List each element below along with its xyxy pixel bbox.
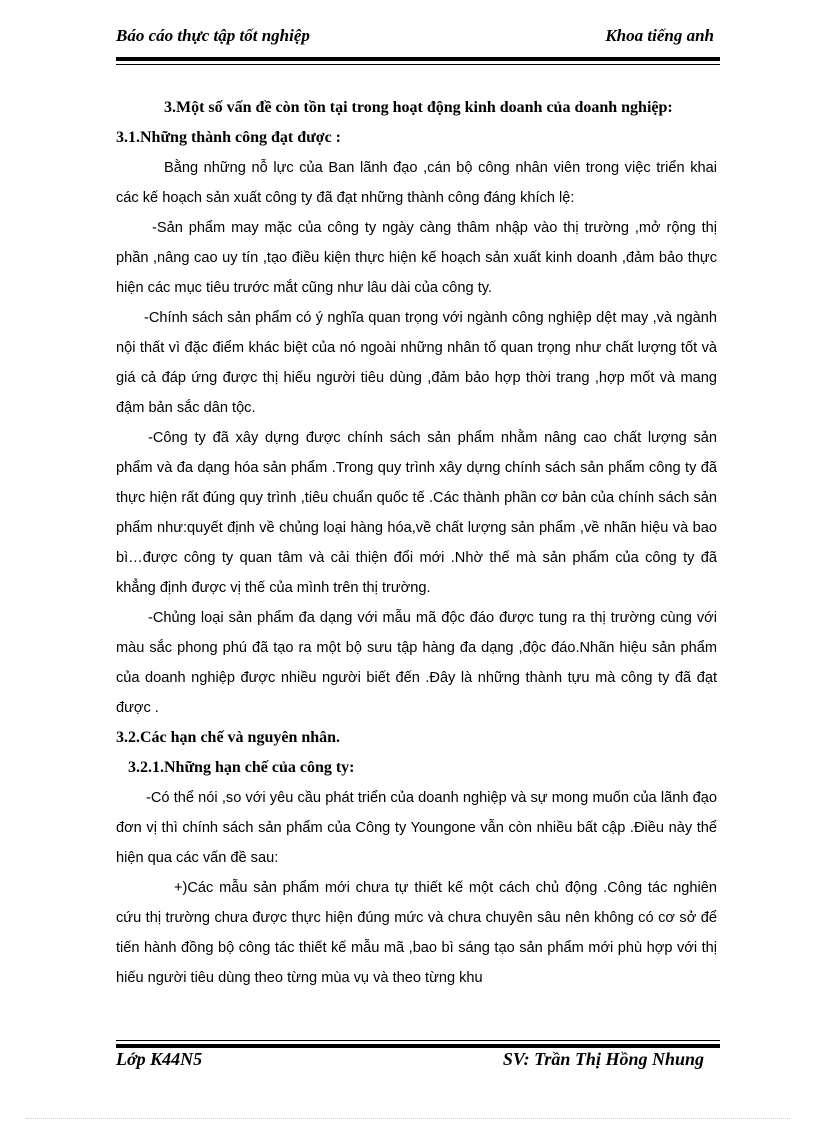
page-footer: [116, 1049, 720, 1073]
header-rule: [116, 57, 720, 65]
paragraph: +)Các mẫu sản phẩm mới chưa tự thiết kế một cách chủ động .Công tác nghiên cứu thị trường chưa được thực hiện đúng mức và chưa chuyên sâu nên không có cơ sở để tiến hành đồng bộ công tác thiết kế mẫu mã ,bao bì sáng tạo sản phẩm mới phù hợp với thị hiếu người tiêu dùng theo từng mùa vụ và theo từng khu: [116, 880, 717, 986]
footer-student: SV: Trần Thị Hồng Nhung: [502, 1049, 704, 1069]
paragraph: -Công ty đã xây dựng được chính sách sản phẩm nhằm nâng cao chất lượng sản phẩm và đa dạng hóa sản phẩm .Trong quy trình xây dựng chính sách sản phẩm công ty đã thực hiện rất đúng quy trình ,tiêu chuẩn quốc tế .Các thành phần cơ bản của chính sách sản phẩm như:quyết định về chủng loại hàng hóa,về chất lượng sản phẩm ,về nhãn hiệu và bao bì…được công ty quan tâm và cải thiện đổi mới .Nhờ thế mà sản phẩm của công ty đã khẳng định được vị thế của mình trên thị trường.: [116, 430, 717, 596]
section-3-2-heading: 3.2.Các hạn chế và nguyên nhân.: [116, 729, 341, 746]
paragraph: -Có thể nói ,so với yêu cầu phát triển của doanh nghiệp và sự mong muốn của lãnh đạo đơn vị thì chính sách sản phẩm của Công ty Youngone vẫn còn nhiều bất cập .Điều này thể hiện qua các vấn đề sau:: [116, 790, 717, 866]
section-3-1-heading: 3.1.Những thành công đạt được :: [116, 129, 341, 146]
header-report-title: Báo cáo thực tập tốt nghiệp: [116, 26, 310, 45]
section-3-2-1-heading: 3.2.1.Những hạn chế của công ty:: [128, 759, 355, 776]
paragraph: Bằng những nỗ lực của Ban lãnh đạo ,cán bộ công nhân viên trong việc triển khai các kế hoạch sản xuất công ty đã đạt những thành công đáng khích lệ:: [116, 160, 717, 206]
paragraph: -Sản phẩm may mặc của công ty ngày càng thâm nhập vào thị trường ,mở rộng thị phần ,nâng cao uy tín ,tạo điều kiện thực hiện kế hoạch sản xuất kinh doanh ,đảm bảo thực hiện các mục tiêu trước mắt cũng như lâu dài của công ty.: [116, 220, 717, 296]
footer-rule: [116, 1040, 720, 1048]
document-body: [116, 93, 717, 993]
paragraph: -Chủng loại sản phẩm đa dạng với mẫu mã độc đáo được tung ra thị trường cùng với màu sắc phong phú đã tạo ra một bộ sưu tập hàng đa dạng ,độc đáo.Nhãn hiệu sản phẩm của doanh nghiệp được nhiều người biết đến .Đây là những thành tựu mà công ty đã đạt được .: [116, 610, 717, 716]
section-3-heading: 3.Một số vấn đề còn tồn tại trong hoạt động kinh doanh của doanh nghiệp:: [164, 99, 673, 116]
page-bottom-dotted-line: [26, 1118, 790, 1119]
header-faculty: Khoa tiếng anh: [605, 26, 714, 45]
footer-class: Lớp K44N5: [116, 1049, 203, 1069]
paragraph: -Chính sách sản phẩm có ý nghĩa quan trọng với ngành công nghiệp dệt may ,và ngành nội thất vì đặc điểm khác biệt của nó ngoài những nhân tố quan trọng như chất lượng tốt và giá cả đáp ứng được thị hiếu người tiêu dùng ,đảm bảo hợp thời trang ,hợp mốt và mang đậm bản sắc dân tộc.: [116, 310, 717, 416]
page-header: [116, 26, 720, 48]
